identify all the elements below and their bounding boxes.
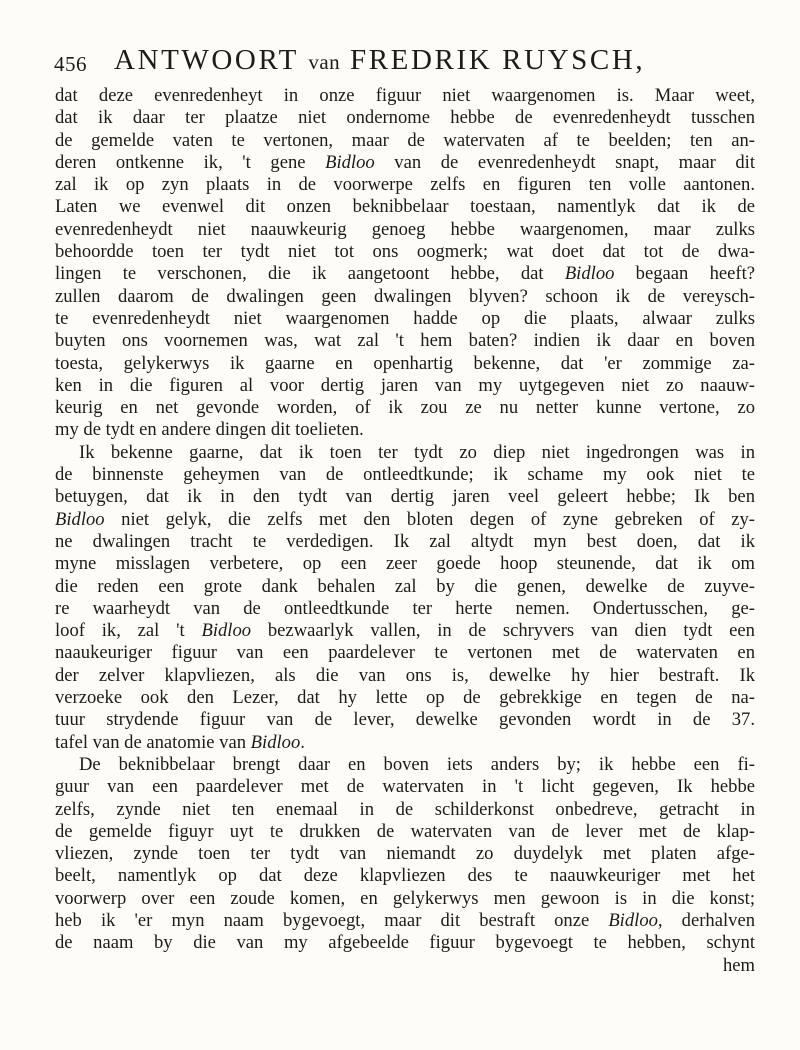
italic-name: Bidloo	[201, 620, 252, 642]
text-line: guur van een paardelever met de watervaten in 't licht gegeven, Ik hebbe	[55, 776, 755, 798]
running-title-author-work: ANTWOORT	[114, 44, 299, 76]
text-line: ken in die figuren al voor dertig jaren van my uytgegeven niet zo naauw-	[55, 374, 755, 396]
text-line: voorwerp over een zoude komen, en gelykerwys men gewoon is in die konst;	[55, 887, 755, 909]
text-line: toesta, gelykerwys ik gaarne en openhartig bekenne, dat 'er zommige za-	[55, 352, 755, 374]
text-line: heb ik 'er myn naam bygevoegt, maar dit bestraft onze Bidloo, derhalven	[55, 909, 755, 931]
text-line: re waarheydt van de ontleedtkunde ter herte nemen. Ondertusschen, ge-	[55, 597, 755, 619]
running-header	[54, 44, 754, 84]
text-line: Bidloo niet gelyk, die zelfs met den bloten degen of zyne gebreken of zy-	[55, 508, 755, 530]
text-line: te evenredenheydt niet waargenomen hadde op die plaats, alwaar zulks	[55, 307, 755, 329]
text-line: dat deze evenredenheyt in onze figuur niet waargenomen is. Maar weet,	[55, 85, 755, 106]
text-line: tafel van de anatomie van Bidloo.	[55, 731, 305, 753]
italic-name: Bidloo	[250, 731, 301, 753]
running-title	[114, 44, 645, 77]
text-line: my de tydt en andere dingen dit toelieten.	[55, 419, 364, 441]
text-line: de binnenste geheymen van de ontleedtkunde; ik schame my ook niet te	[55, 464, 755, 486]
text-line: behoordde toen ter tydt niet tot ons oogmerk; wat doet dat tot de dwa-	[55, 241, 755, 263]
italic-name: Bidloo	[564, 263, 615, 285]
italic-name: Bidloo	[608, 909, 658, 931]
text-line: Laten we evenwel dit onzen beknibbelaar toestaan, namentlyk dat ik de	[55, 196, 755, 218]
text-line: vliezen, zynde toen ter tydt van niemandt zo duydelyk met platen afge-	[55, 843, 755, 865]
text-line: betuygen, dat ik in den tydt van dertig jaren veel geleert hebbe; Ik ben	[55, 486, 755, 508]
body-text	[55, 85, 755, 977]
text-line: naaukeuriger figuur van een paardelever te vertonen met de watervaten en	[55, 642, 755, 664]
text-line: loof ik, zal 't Bidloo bezwaarlyk vallen, in de schryvers van dien tydt een	[55, 620, 755, 642]
text-line: Ik bekenne gaarne, dat ik toen ter tydt zo diep niet ingedrongen was in	[79, 441, 755, 463]
text-line: zal ik op zyn plaats in de voorwerpe zelfs en figuren ten volle aantonen.	[55, 174, 755, 196]
page-number: 456	[54, 52, 87, 76]
text-line: die reden een grote dank behalen zal by die genen, dewelke de zuyve-	[55, 575, 755, 597]
text-line: de gemelde figuyr uyt te drukken de watervaten van de lever met de klap-	[55, 820, 755, 842]
text-line: beelt, namentlyk op dat deze klapvliezen des te naauwkeuriger met het	[55, 865, 755, 887]
italic-name: Bidloo	[325, 151, 375, 173]
text-line: keurig en net gevonde worden, of ik zou ze nu netter kunne vertone, zo	[55, 397, 755, 419]
catchword: hem	[722, 954, 755, 976]
text-line: de gemelde vaten te vertonen, maar de watervaten af te beelden; ten an-	[55, 129, 755, 151]
text-line: lingen te verschonen, die ik aangetoont hebbe, dat Bidloo begaan heeft?	[55, 263, 756, 285]
italic-name: Bidloo	[55, 508, 105, 530]
text-line: buyten ons voornemen was, wat zal 't hem baten? indien ik daar en boven	[55, 330, 755, 352]
text-line: verzoeke ook den Lezer, dat hy lette op de gebrekkige en tegen de na-	[55, 687, 755, 709]
text-line: de naam by die van my afgebeelde figuur bygevoegt te hebben, schynt	[55, 932, 755, 954]
running-title-name: FREDRIK RUYSCH,	[350, 44, 646, 76]
text-line: De beknibbelaar brengt daar en boven iets anders by; ik hebbe een fi-	[79, 753, 755, 775]
text-line: ne dwalingen tracht te verdedigen. Ik zal altydt myn best doen, dat ik	[55, 530, 755, 552]
text-line: myne misslagen verbetere, op een zeer goede hoop steunende, dat ik om	[55, 553, 755, 575]
text-line: deren ontkenne ik, 't gene Bidloo van de evenredenheydt snapt, maar dit	[55, 151, 755, 173]
text-line: tuur strydende figuur van de lever, dewelke gevonden wordt in de 37.	[55, 709, 755, 731]
running-title-preposition: van	[308, 50, 341, 74]
text-line: zelfs, zynde niet ten enemaal in de schilderkonst onbedreve, getracht in	[55, 798, 755, 820]
text-line: zullen daarom de dwalingen geen dwalingen blyven? schoon ik de vereysch-	[55, 285, 755, 307]
text-line: evenredenheydt niet naauwkeurig genoeg hebbe waargenomen, maar zulks	[55, 218, 755, 240]
text-line: der zelver klapvliezen, als die van ons is, dewelke hy hier bestraft. Ik	[55, 664, 755, 686]
text-line: dat ik daar ter plaatze niet ondernome hebbe de evenredenheydt tusschen	[55, 107, 755, 129]
